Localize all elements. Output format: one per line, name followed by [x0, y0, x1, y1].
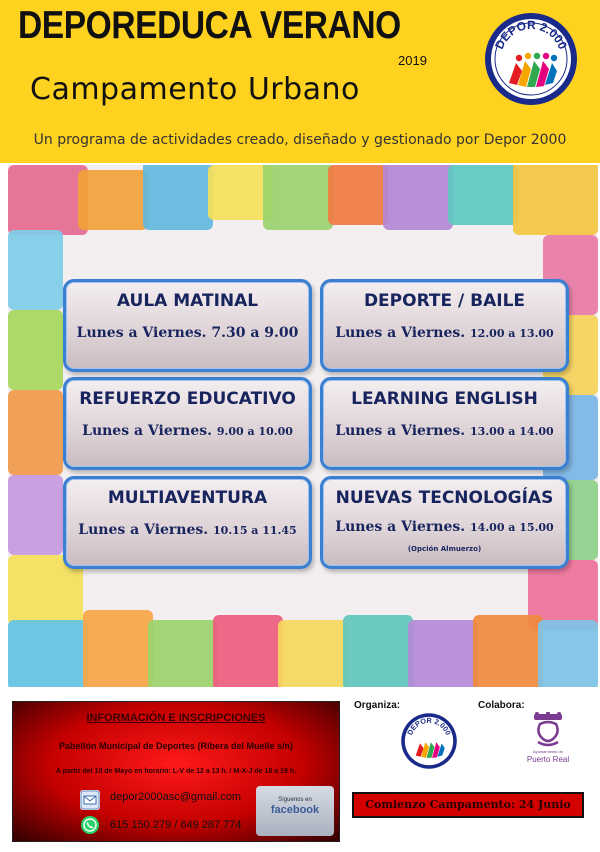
activity-schedule: Lunes a Viernes. 10.15 a 11.45 — [78, 522, 297, 538]
puzzle-piece — [538, 620, 598, 687]
puzzle-piece — [328, 165, 388, 225]
puzzle-piece — [383, 165, 453, 230]
poster-tagline: Un programa de actividades creado, diseñado y gestionado por Depor 2000 — [33, 132, 567, 148]
activity-note: (Opción Almuerzo) — [407, 545, 482, 553]
collaborator-name: Puerto Real — [526, 755, 570, 764]
facebook-badge[interactable] — [256, 786, 334, 836]
activity-title: MULTIAVENTURA — [107, 488, 268, 508]
organiza-label: Organiza: — [354, 700, 401, 711]
activity-card-deporte-baile — [320, 279, 569, 372]
puzzle-piece — [8, 390, 63, 475]
puzzle-piece — [408, 620, 478, 687]
puzzle-piece — [8, 230, 63, 310]
colabora-label: Colabora: — [478, 700, 525, 711]
activity-title: LEARNING ENGLISH — [351, 389, 538, 409]
header-banner — [0, 0, 600, 163]
puzzle-piece — [513, 165, 598, 235]
activity-card-learning-english — [320, 377, 569, 470]
activity-card-nuevas-tecnologias — [320, 476, 569, 569]
activity-schedule: Lunes a Viernes. 14.00 a 15.00 — [335, 519, 554, 535]
activity-card-refuerzo-educativo — [63, 377, 312, 470]
activity-title: REFUERZO EDUCATIVO — [79, 389, 296, 409]
depor2000-logo-icon — [483, 11, 579, 107]
puzzle-background — [8, 165, 598, 687]
puzzle-piece — [8, 475, 63, 555]
poster-title: DEPOREDUCA VERANO — [18, 4, 401, 47]
puzzle-piece — [263, 165, 333, 230]
activity-schedule: Lunes a Viernes. 9.00 a 10.00 — [82, 423, 293, 439]
start-date-text: Comienzo Campamento: 24 Junio — [365, 798, 571, 811]
facebook-badge-big: facebook — [270, 804, 320, 816]
poster-year: 2019 — [398, 53, 427, 68]
activity-schedule: Lunes a Viernes. 13.00 a 14.00 — [335, 423, 554, 439]
puzzle-piece — [213, 615, 283, 687]
svg-text:DEPOR 2.000: DEPOR 2.000 — [405, 715, 453, 737]
collaborator-small: Ayuntamiento de — [533, 749, 563, 754]
whatsapp-icon — [80, 815, 100, 835]
puzzle-piece — [143, 165, 213, 230]
info-schedule: A partir del 10 de Mayo en horario: L-V de 12 a 13 h. / M-X-J de 18 a 19 h. — [55, 768, 297, 775]
activity-schedule: Lunes a Viernes. 7.30 a 9.00 — [76, 325, 299, 341]
puzzle-piece — [343, 615, 413, 687]
contact-email[interactable]: depor2000asc@gmail.com — [110, 791, 242, 803]
puzzle-piece — [8, 620, 88, 687]
collaborator-logo — [520, 712, 576, 774]
svg-text:DEPOR 2.000: DEPOR 2.000 — [492, 17, 570, 52]
puzzle-piece — [148, 620, 218, 687]
activity-title: DEPORTE / BAILE — [363, 291, 526, 311]
organizer-logo-icon — [400, 712, 458, 770]
puerto-real-crest-icon — [520, 712, 576, 750]
activity-schedule: Lunes a Viernes. 12.00 a 13.00 — [335, 325, 554, 341]
puzzle-piece — [83, 610, 153, 687]
activity-card-multiaventura — [63, 476, 312, 569]
info-location: Pabellón Municipal de Deportes (Ribera del Muelle s/n) — [58, 741, 294, 751]
activity-card-aula-matinal — [63, 279, 312, 372]
puzzle-piece — [78, 170, 148, 230]
facebook-badge-small: Síguenos en — [278, 797, 312, 803]
contact-phones[interactable]: 615 150 279 / 649 287 774 — [110, 819, 242, 831]
mail-icon — [80, 790, 100, 810]
start-date-banner — [352, 792, 584, 818]
puzzle-piece — [473, 615, 543, 687]
poster-subtitle: Campamento Urbano — [30, 72, 360, 107]
info-title: INFORMACIÓN E INSCRIPCIONES — [86, 712, 266, 724]
activity-title: AULA MATINAL — [116, 291, 259, 311]
puzzle-piece — [8, 165, 88, 235]
activity-title: NUEVAS TECNOLOGÍAS — [335, 488, 554, 508]
puzzle-piece — [278, 620, 348, 687]
info-box — [12, 701, 340, 842]
puzzle-piece — [448, 165, 518, 225]
puzzle-piece — [8, 310, 63, 390]
